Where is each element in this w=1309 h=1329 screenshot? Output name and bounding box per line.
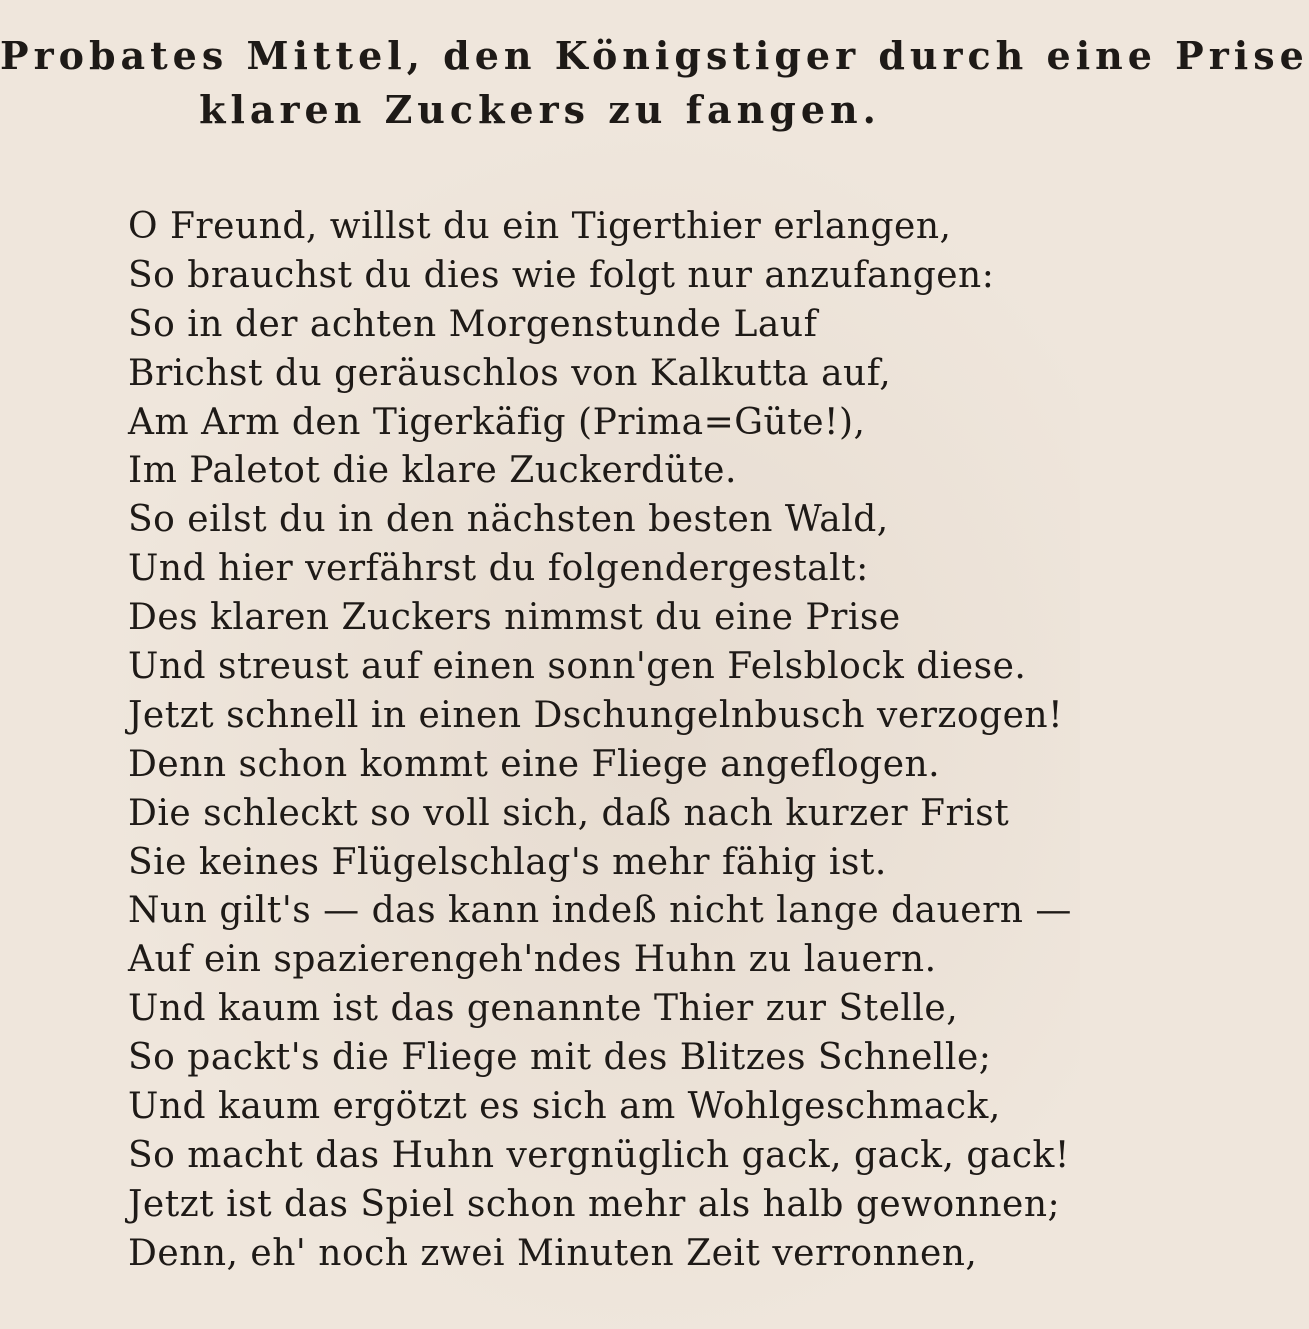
poem-line: Sie keines Flügelschlag's mehr fähig ist. (128, 841, 887, 883)
poem-line: Die schleckt so voll sich, daß nach kurzer Frist (128, 792, 1010, 834)
poem-line: O Freund, willst du ein Tigerthier erlangen, (128, 206, 952, 247)
poem-line: Und kaum ergötzt es sich am Wohlgeschmack, (128, 1086, 1001, 1128)
poem-line: Und streust auf einen sonn'gen Felsblock diese. (128, 646, 1027, 688)
poem-line: Nun gilt's — das kann indeß nicht lange dauern — (128, 890, 1072, 932)
poem-line: Auf ein spazierengeh'ndes Huhn zu lauern. (128, 939, 937, 981)
poem-line: Jetzt ist das Spiel schon mehr als halb gewonnen; (128, 1183, 1061, 1225)
poem-line: Und kaum ist das genannte Thier zur Stelle, (128, 988, 959, 1030)
poem-line: Und hier verfährst du folgendergestalt: (128, 548, 869, 590)
poem-line: Am Arm den Tigerkäfig (Prima=Güte!), (128, 401, 866, 443)
poem-line: Denn, eh' noch zwei Minuten Zeit verronnen, (128, 1232, 978, 1274)
poem-line: So eilst du in den nächsten besten Wald, (128, 499, 889, 541)
poem-line: So brauchst du dies wie folgt nur anzufangen: (128, 254, 995, 296)
poem-title-line-2: klaren Zuckers zu fangen. (199, 87, 881, 132)
poem-line: So in der achten Morgenstunde Lauf (128, 303, 818, 345)
poem-body (128, 203, 1072, 1279)
poem-line: Denn schon kommt eine Fliege angeflogen. (128, 743, 941, 785)
poem-line: Im Paletot die klare Zuckerdüte. (128, 450, 737, 492)
poem-line: Jetzt schnell in einen Dschungelnbusch verzogen! (128, 694, 1064, 736)
poem-title-line-1: Probates Mittel, den Königstiger durch eine Prise (0, 33, 1309, 78)
poem-line: So packt's die Fliege mit des Blitzes Schnelle; (128, 1037, 992, 1079)
poem-line: Brichst du geräuschlos von Kalkutta auf, (128, 352, 892, 394)
poem-line: Des klaren Zuckers nimmst du eine Prise (128, 597, 901, 639)
poem-line: So macht das Huhn vergnüglich gack, gack, gack! (128, 1134, 1070, 1176)
